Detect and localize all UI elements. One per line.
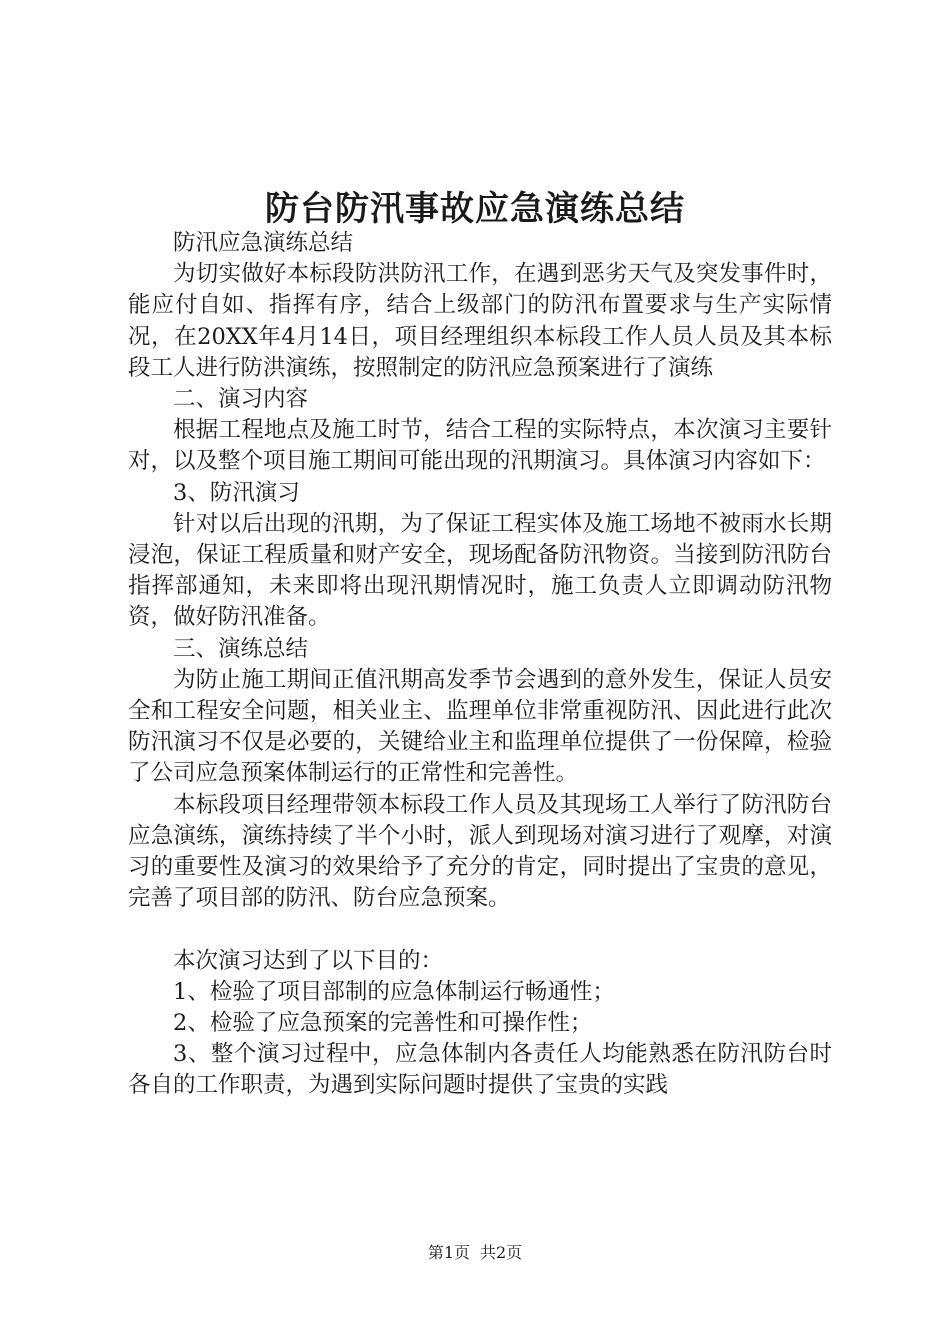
document-title: 防台防汛事故应急演练总结 [265,189,685,229]
paragraph-flood-drill: 针对以后出现的汛期，为了保证工程实体及施工场地不被雨水长期浸泡，保证工程质量和财产安全，现场配备防汛物资。当接到防汛防台指挥部通知，未来即将出现汛期情况时，施工负责人立即调动防汛物资，做好防汛准备。 [128,510,832,631]
section-heading-content: 二、演习内容 [173,386,309,413]
paragraph-spacer [128,914,832,945]
paragraph-summary-2: 本标段项目经理带领本标段工作人员及其现场工人举行了防汛防台应急演练，演练持续了半个小时，派人到现场对演习进行了观摩，对演习的重要性及演习的效果给予了充分的肯定，同时提出了宝贵的意见，完善了项目部的防汛、防台应急预案。 [128,791,832,912]
paragraph-intro: 为切实做好本标段防洪防汛工作，在遇到恶劣天气及突发事件时，能应付自如、指挥有序，结合上级部门的防汛布置要求与生产实际情况，在20XX年4月14日，项目经理组织本标段工作人员人员及其本标段工人进行防洪演练，按照制定的防汛应急预案进行了演练 [128,261,832,381]
subsection-heading-flood-drill: 3、防汛演习 [173,479,300,506]
paragraph-summary-1: 为防止施工期间正值汛期高发季节会遇到的意外发生，保证人员安全和工程安全问题，相关业主、监理单位非常重视防汛、因此进行此次防汛演习不仅是必要的，关键给业主和监理单位提供了一份保障，检验了公司应急预案体制运行的正常性和完善性。 [128,666,832,787]
page-footer [0,1242,950,1264]
paragraph-goals-intro: 本次演习达到了以下目的： [173,947,444,974]
list-item-goal-1: 1、检验了项目部制的应急体制运行畅通性； [173,978,615,1005]
paragraph-content: 根据工程地点及施工时节，结合工程的实际特点，本次演习主要针对，以及整个项目施工期间可能出现的汛期演习。具体演习内容如下： [128,417,832,475]
list-item-goal-3: 3、整个演习过程中，应急体制内各责任人均能熟悉在防汛防台时各自的工作职责，为遇到实际问题时提供了宝贵的实践 [128,1041,832,1099]
document-body [128,228,832,1102]
page-number: 第1页 [427,1243,470,1262]
paragraph-subtitle: 防汛应急演练总结 [173,230,354,256]
section-heading-summary: 三、演练总结 [173,635,309,662]
page-total: 共2页 [480,1243,523,1262]
list-item-goal-2: 2、检验了应急预案的完善性和可操作性； [173,1010,593,1037]
